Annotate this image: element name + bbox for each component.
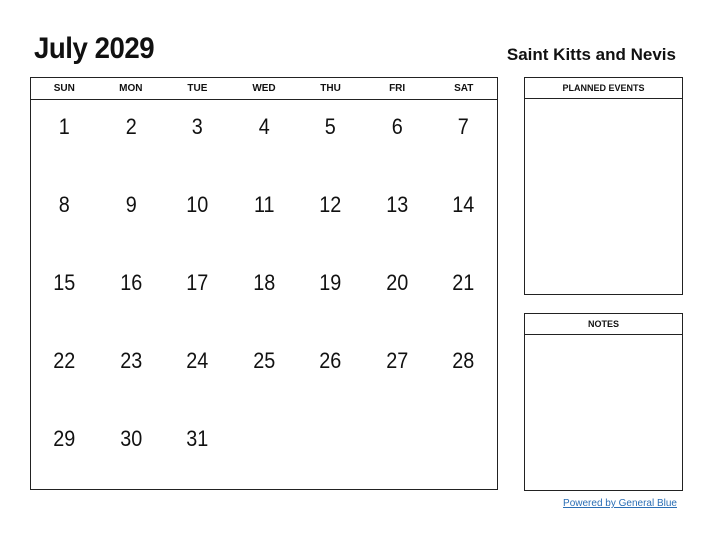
weekday-fri: FRI: [389, 83, 406, 94]
day-cell: 26: [319, 348, 342, 373]
day-cell: 28: [452, 348, 475, 373]
weekday-wed: WED: [252, 83, 276, 94]
day-cell: 7: [458, 114, 470, 139]
weekday-sat: SAT: [454, 83, 474, 94]
day-cell: 15: [53, 270, 76, 295]
calendar-weeks: [31, 100, 497, 490]
day-cell: 30: [119, 426, 142, 451]
day-cell: 29: [53, 426, 76, 451]
day-cell: [301, 412, 361, 490]
day-cell: 6: [391, 114, 403, 139]
day-cell: 2: [125, 114, 137, 139]
day-cell: 4: [258, 114, 270, 139]
day-cell: 31: [186, 426, 209, 451]
country-name: Saint Kitts and Nevis: [506, 45, 676, 64]
day-cell: 11: [253, 192, 275, 217]
calendar-grid: [30, 77, 498, 490]
day-cell: 3: [191, 114, 203, 139]
day-cell: 9: [125, 192, 137, 217]
planned-events-heading: PLANNED EVENTS: [525, 78, 682, 99]
day-cell: 27: [386, 348, 409, 373]
day-cell: 20: [386, 270, 409, 295]
planned-events-panel: [524, 77, 683, 295]
weekday-thu: THU: [320, 83, 341, 94]
day-cell: 24: [186, 348, 209, 373]
day-cell: 8: [58, 192, 70, 217]
day-cell: 17: [186, 270, 209, 295]
day-cell: 18: [252, 270, 276, 295]
notes-heading: NOTES: [525, 314, 682, 335]
day-cell: 14: [452, 192, 475, 217]
page-title: July 2029: [34, 32, 155, 65]
day-cell: 12: [319, 192, 342, 217]
notes-panel: [524, 313, 683, 491]
day-cell: 21: [452, 270, 475, 295]
weekday-tue: TUE: [187, 83, 208, 94]
day-cell: [367, 412, 427, 490]
weekday-header-row: [31, 78, 497, 100]
day-cell: 16: [119, 270, 142, 295]
weekday-mon: MON: [119, 83, 143, 94]
day-cell: 10: [186, 192, 209, 217]
day-cell: 5: [325, 114, 337, 139]
day-cell: 23: [119, 348, 142, 373]
day-cell: 25: [252, 348, 276, 373]
powered-by-link[interactable]: Powered by General Blue: [563, 498, 677, 509]
day-cell: 13: [386, 192, 409, 217]
day-cell: 1: [58, 114, 70, 139]
day-cell: [234, 412, 294, 490]
day-cell: 22: [53, 348, 76, 373]
day-cell: [434, 412, 494, 490]
day-cell: 19: [319, 270, 342, 295]
weekday-sun: SUN: [53, 83, 75, 94]
